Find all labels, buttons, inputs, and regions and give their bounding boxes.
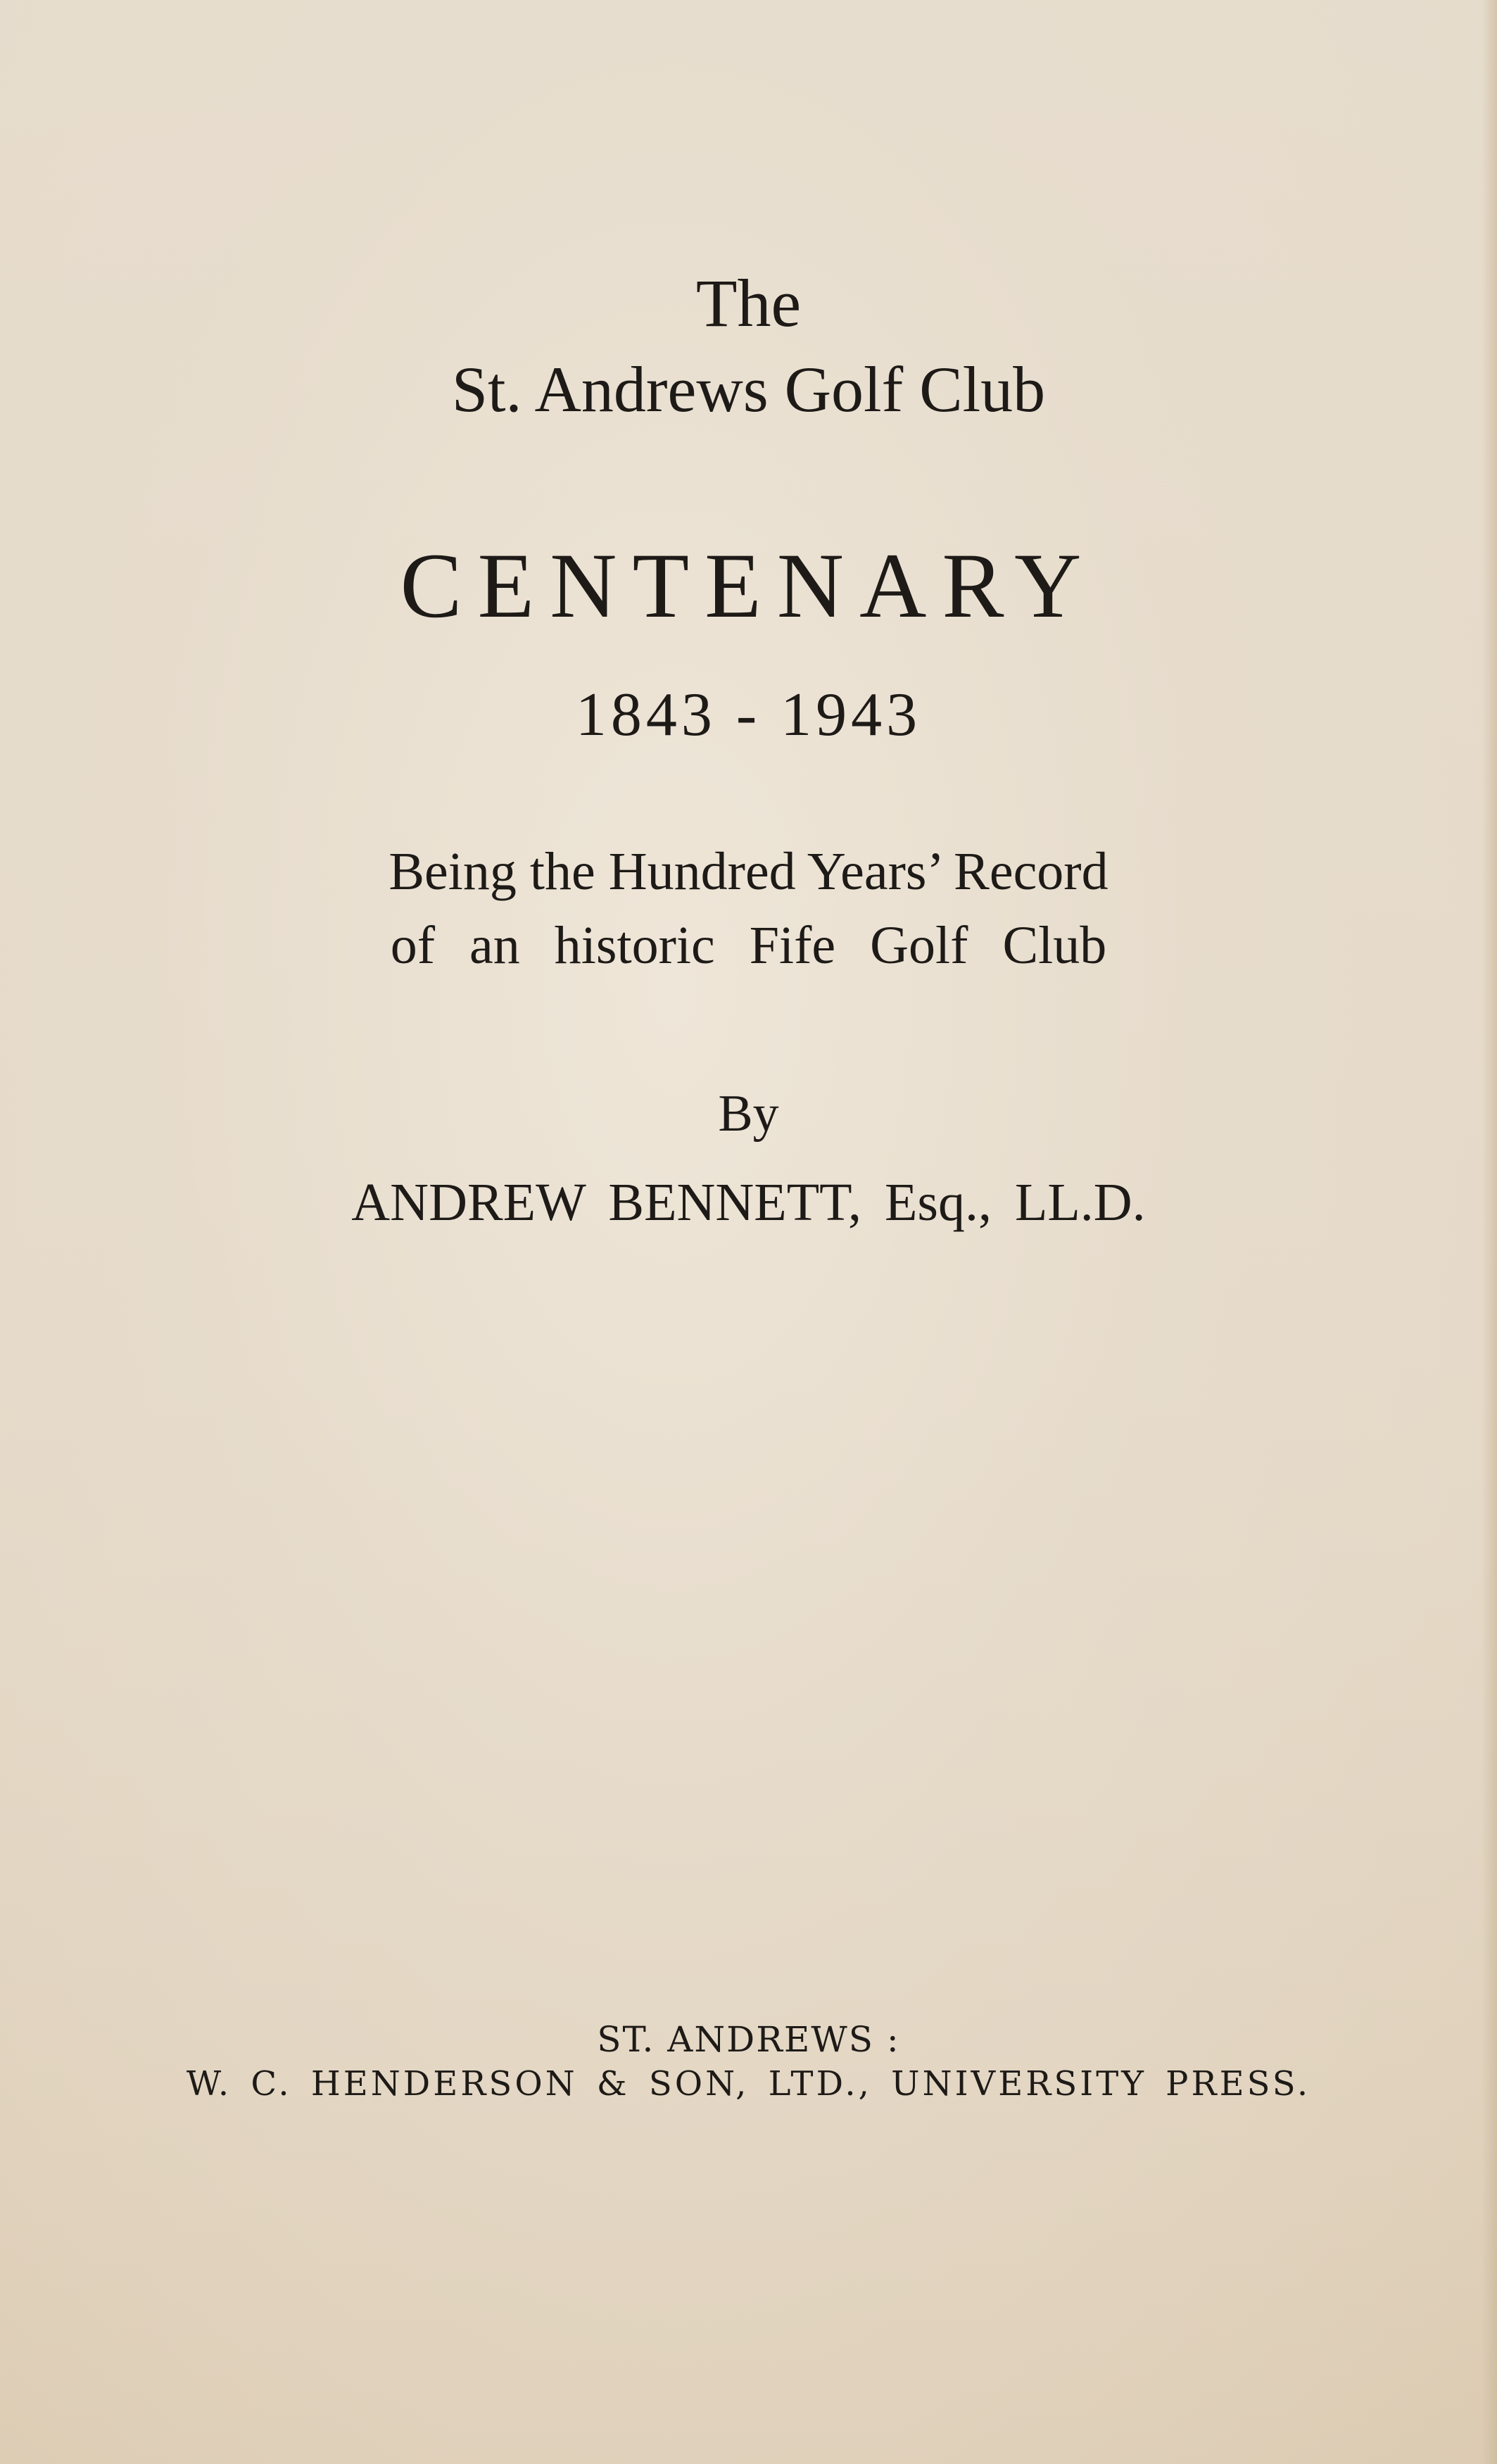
title-article: The [695,265,802,341]
subtitle-line-2: of an historic Fife Golf Club [390,916,1107,975]
by-label: By [718,1085,779,1143]
main-title: CENTENARY [400,534,1097,637]
publication-place: ST. ANDREWS : [597,2019,900,2060]
year-range: 1843 - 1943 [575,681,922,749]
subtitle-line-1: Being the Hundred Years’ Record [389,842,1108,901]
publisher-name: W. C. HENDERSON & SON, LTD., UNIVERSITY PRESS. [186,2064,1311,2104]
author-name: ANDREW BENNETT, Esq., LL.D. [351,1173,1146,1232]
club-name: St. Andrews Golf Club [451,353,1046,425]
